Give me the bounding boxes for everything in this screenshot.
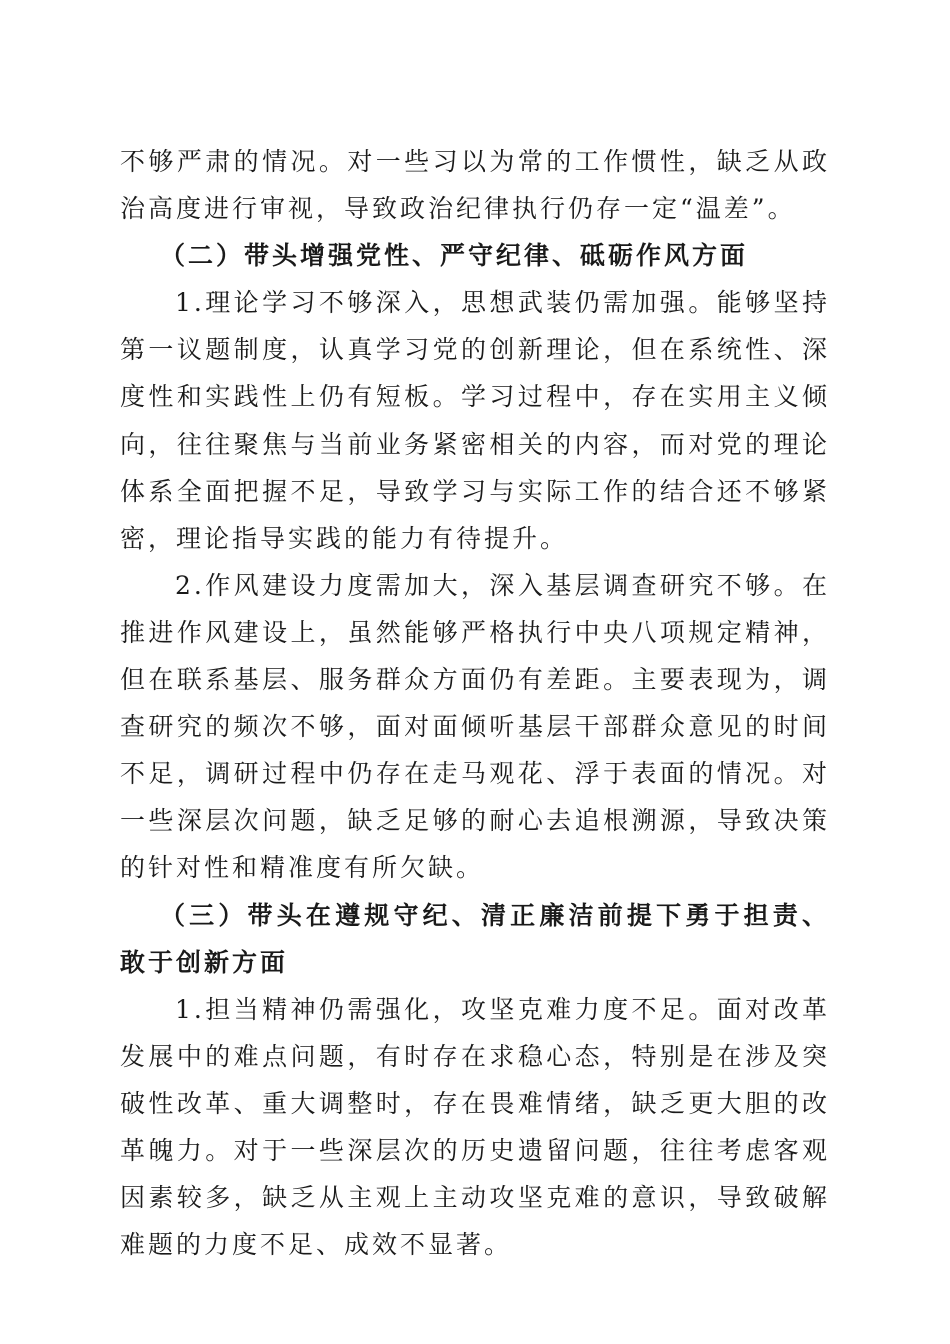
paragraph-work-style: 2.作风建设力度需加大，深入基层调查研究不够。在推进作风建设上，虽然能够严格执行中央八项规定精神，但在联系基层、服务群众方面仍有差距。主要表现为，调查研究的频次不够，面对面倾听基层干部群众意见的时间不足，调研过程中仍存在走马观花、浮于表面的情况。对一些深层次问题，缺乏足够的耐心去追根溯源，导致决策的针对性和精准度有所欠缺。 (120, 570, 830, 883)
section-heading-2: （二）带头增强党性、严守纪律、砥砺作风方面 (160, 241, 749, 271)
paragraph-continued: 不够严肃的情况。对一些习以为常的工作惯性，缺乏从政治高度进行审视，导致政治纪律执行仍存一定“温差”。 (120, 147, 830, 224)
section-heading-3: （三）带头在遵规守纪、清正廉洁前提下勇于担责、敢于创新方面 (120, 900, 830, 977)
paragraph-theory-study: 1.理论学习不够深入，思想武装仍需加强。能够坚持第一议题制度，认真学习党的创新理论，但在系统性、深度性和实践性上仍有短板。学习过程中，存在实用主义倾向，往往聚焦与当前业务紧密相关的内容，而对党的理论体系全面把握不足，导致学习与实际工作的结合还不够紧密，理论指导实践的能力有待提升。 (120, 288, 830, 553)
paragraph-responsibility: 1.担当精神仍需强化，攻坚克难力度不足。面对改革发展中的难点问题，有时存在求稳心态，特别是在涉及突破性改革、重大调整时，存在畏难情绪，缺乏更大胆的改革魄力。对于一些深层次的历史遗留问题，往往考虑客观因素较多，缺乏从主观上主动攻坚克难的意识，导致破解难题的力度不足、成效不显著。 (120, 994, 830, 1260)
document-page (120, 138, 830, 1268)
